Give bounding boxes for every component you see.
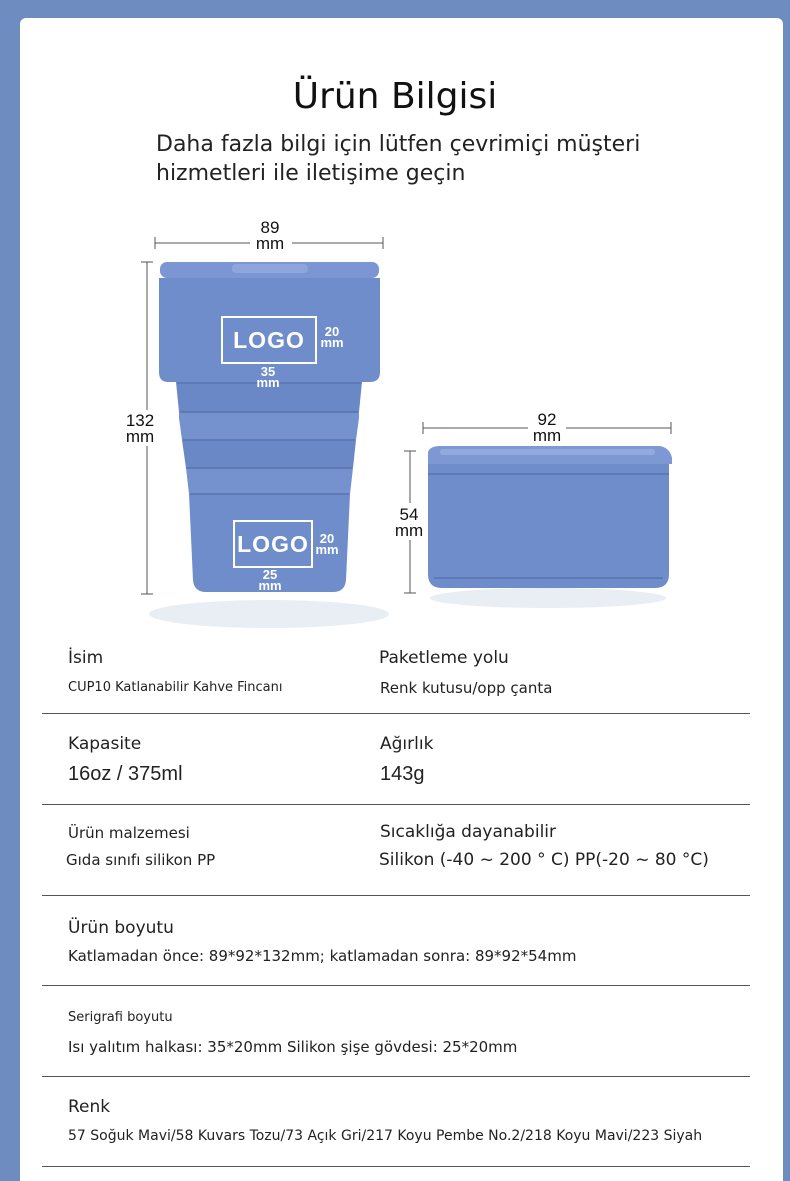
logo-top-width xyxy=(250,366,286,388)
folded-width-value: 92 xyxy=(537,410,557,429)
name-label: İsim xyxy=(68,648,104,668)
cup-height-value: 132 xyxy=(125,411,155,430)
temperature-value: Silikon (-40 ~ 200 ° C) PP(-20 ~ 80 °C) xyxy=(379,850,709,870)
folded-width-label xyxy=(526,412,568,444)
cup-width-label xyxy=(248,220,292,252)
logo-top-height-unit: mm xyxy=(320,335,344,350)
print-label: Serigrafi boyutu xyxy=(68,1010,173,1025)
capacity-label: Kapasite xyxy=(68,734,142,754)
logo-bottom-width xyxy=(252,569,288,591)
folded-height-unit: mm xyxy=(394,521,424,540)
packaging-label: Paketleme yolu xyxy=(379,648,509,668)
logo-area-bottom: LOGO xyxy=(233,520,313,568)
divider xyxy=(42,1166,750,1167)
subtitle-line-1: Daha fazla bilgi için lütfen çevrimiçi müşteri xyxy=(156,132,641,157)
print-value: Isı yalıtım halkası: 35*20mm Silikon şişe gövdesi: 25*20mm xyxy=(68,1038,518,1056)
name-value: CUP10 Katlanabilir Kahve Fincanı xyxy=(68,680,283,695)
logo-top-height-value: 20 xyxy=(324,324,340,339)
weight-value: 143g xyxy=(380,763,425,785)
logo-area-top: LOGO xyxy=(221,316,317,364)
weight-label: Ağırlık xyxy=(380,734,434,754)
folded-cup-image xyxy=(428,446,672,608)
logo-top-width-unit: mm xyxy=(256,375,280,390)
cup-width-unit: mm xyxy=(255,234,285,253)
size-label: Ürün boyutu xyxy=(68,918,174,938)
folded-width-unit: mm xyxy=(532,426,562,445)
divider xyxy=(42,713,750,714)
divider xyxy=(42,895,750,896)
folded-height-value: 54 xyxy=(399,505,419,524)
color-label: Renk xyxy=(68,1097,111,1117)
divider xyxy=(42,985,750,986)
logo-bottom-width-value: 25 xyxy=(262,567,278,582)
cup-height-unit: mm xyxy=(125,427,155,446)
logo-top-height xyxy=(316,326,348,348)
logo-bottom-width-unit: mm xyxy=(258,578,282,593)
size-value: Katlamadan önce: 89*92*132mm; katlamadan sonra: 89*92*54mm xyxy=(68,947,577,965)
logo-bottom-height-value: 20 xyxy=(319,531,335,546)
packaging-value: Renk kutusu/opp çanta xyxy=(380,679,553,697)
divider xyxy=(42,1076,750,1077)
logo-top-width-value: 35 xyxy=(260,364,276,379)
capacity-value: 16oz / 375ml xyxy=(68,763,183,785)
logo-bottom-height-unit: mm xyxy=(315,542,339,557)
subtitle-line-2: hizmetleri ile iletişime geçin xyxy=(156,161,466,186)
page-title: Ürün Bilgisi xyxy=(292,76,498,117)
temperature-label: Sıcaklığa dayanabilir xyxy=(380,822,557,842)
folded-height-label xyxy=(388,507,430,539)
material-value: Gıda sınıfı silikon PP xyxy=(66,851,216,869)
logo-bottom-height xyxy=(311,533,343,555)
material-label: Ürün malzemesi xyxy=(68,824,190,842)
divider xyxy=(42,804,750,805)
cup-height-label xyxy=(118,413,162,445)
color-value: 57 Soğuk Mavi/58 Kuvars Tozu/73 Açık Gri/217 Koyu Pembe No.2/218 Koyu Mavi/223 Siyah xyxy=(68,1128,703,1144)
cup-width-value: 89 xyxy=(260,218,280,237)
